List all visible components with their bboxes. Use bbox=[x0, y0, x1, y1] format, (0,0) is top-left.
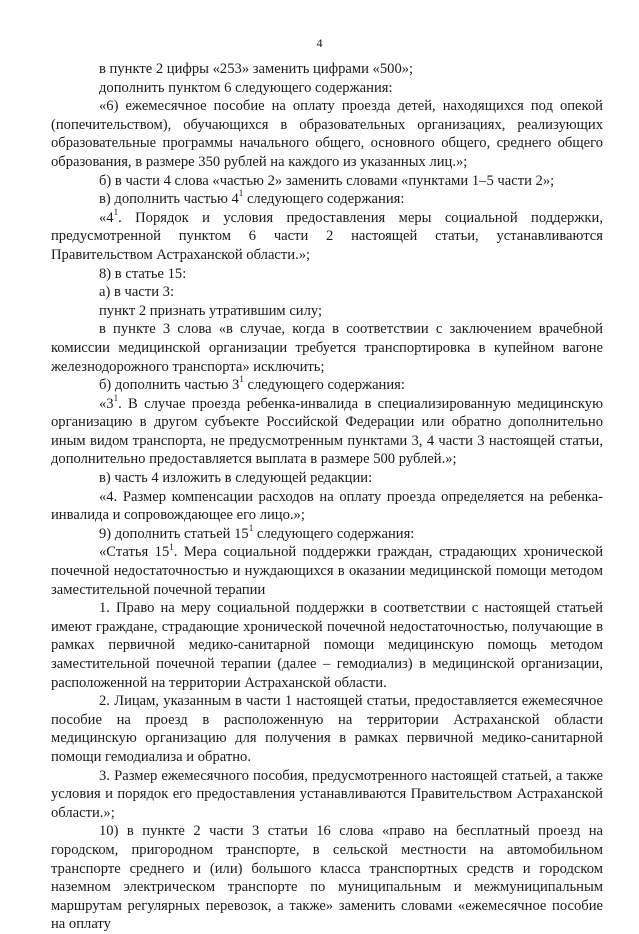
paragraph: 3. Размер ежемесячного пособия, предусмотренного настоящей статьей, а также условия и порядок его предоставления устанавливаются Правительством Астраханской области.»; bbox=[51, 767, 603, 821]
superscript-index: 1 bbox=[113, 392, 119, 403]
paragraph-text: «4 bbox=[99, 209, 114, 226]
paragraph: в пункте 3 слова «в случае, когда в соответствии с заключением врачебной комиссии медицинской организации требуется транспортировка в купейном вагоне железнодорожного транспорта» исключить; bbox=[51, 321, 603, 375]
paragraph: «6) ежемесячное пособие на оплату проезда детей, находящихся под опекой (попечительством), обучающихся в образовательных организациях, реализующих образовательные программы начального общего, основного общего, среднего общего образования, в размере 350 рублей на каждого из указанных лиц.»; bbox=[51, 98, 603, 170]
superscript-index: 1 bbox=[113, 206, 119, 217]
paragraph: б) в части 4 слова «частью 2» заменить словами «пунктами 1–5 части 2»; bbox=[99, 172, 555, 189]
paragraph: 1. Право на меру социальной поддержки в соответствии с настоящей статьей имеют граждане, страдающие хронической почечной недостаточностью, получающие в рамках первичной медико-санитарной помощи медицинскую помощь методом заместительной почечной терапии (далее – гемодиализ) в медицинской организации, расположенной на территории Астраханской области. bbox=[51, 600, 603, 691]
superscript-index: 1 bbox=[239, 374, 244, 385]
paragraph-text: следующего содержания: bbox=[243, 377, 405, 394]
paragraph-text: . В случае проезда ребенка-инвалида в специализированную медицинскую организацию в другом субъекте Российской Федерации или обратно дополнительно иным видом транспорта, не предусмотренным пунктами 3, 4 части 3 настоящей статьи, дополнительно предоставляется выплата в размере 500 рублей.»; bbox=[51, 395, 603, 468]
paragraph bbox=[51, 543, 603, 599]
paragraph: 2. Лицам, указанным в части 1 настоящей статьи, предоставляется ежемесячное пособие на проезд в расположенную на территории Астраханской области медицинскую организацию для получения в рамках первичной медико-санитарной помощи гемодиализа и обратно. bbox=[51, 693, 603, 765]
paragraph-text: 9) дополнить статьей 15 bbox=[99, 525, 249, 542]
paragraph-text: «Статья 15 bbox=[99, 544, 170, 561]
paragraph bbox=[51, 376, 603, 395]
paragraph-text: . Порядок и условия предоставления меры социальной поддержки, предусмотренной пунктом 6 части 2 настоящей статьи, устанавливаются Правительством Астраханской области.»; bbox=[51, 209, 603, 263]
superscript-index: 1 bbox=[248, 522, 254, 533]
paragraph bbox=[51, 190, 603, 209]
paragraph-text: б) дополнить частью 3 bbox=[99, 377, 240, 394]
paragraph bbox=[51, 206, 603, 265]
paragraph bbox=[51, 522, 603, 544]
paragraph-text: «3 bbox=[99, 395, 114, 412]
paragraph: дополнить пунктом 6 следующего содержания: bbox=[99, 79, 393, 96]
paragraph: 10) в пункте 2 части 3 статьи 16 слова «право на бесплатный проезд на городском, пригородном транспорте, в сельской местности на автомобильном транспорте среднего и (или) большого класса транспортных средств и городском наземном электрическом транспорте по муниципальным и межмуниципальным маршрутам регулярных перевозок, а также» заменить словами «ежемесячное пособие на оплату bbox=[51, 823, 603, 933]
superscript-index: 1 bbox=[169, 541, 174, 552]
paragraph: в) часть 4 изложить в следующей редакции: bbox=[99, 470, 373, 487]
superscript-index: 1 bbox=[238, 188, 244, 199]
paragraph-text: следующего содержания: bbox=[253, 525, 415, 542]
paragraph: «4. Размер компенсации расходов на оплату проезда определяется на ребенка-инвалида и сопровождающее его лицо.»; bbox=[51, 488, 603, 524]
paragraph-text: следующего содержания: bbox=[243, 191, 405, 208]
paragraph: в пункте 2 цифры «253» заменить цифрами «500»; bbox=[99, 61, 414, 77]
paragraph: 8) в статье 15: bbox=[99, 265, 187, 282]
paragraph-text: . Мера социальной поддержки граждан, страдающих хронической почечной недостаточностью и нуждающихся в оказании медицинской помощи методом заместительной почечной терапии bbox=[51, 544, 604, 598]
paragraph-text: в) дополнить частью 4 bbox=[99, 191, 239, 208]
paragraph: а) в части 3: bbox=[99, 284, 175, 301]
paragraph: пункт 2 признать утратившим силу; bbox=[99, 302, 323, 319]
page-number: 4 bbox=[316, 36, 323, 50]
document-body bbox=[51, 60, 603, 934]
paragraph bbox=[51, 392, 603, 469]
